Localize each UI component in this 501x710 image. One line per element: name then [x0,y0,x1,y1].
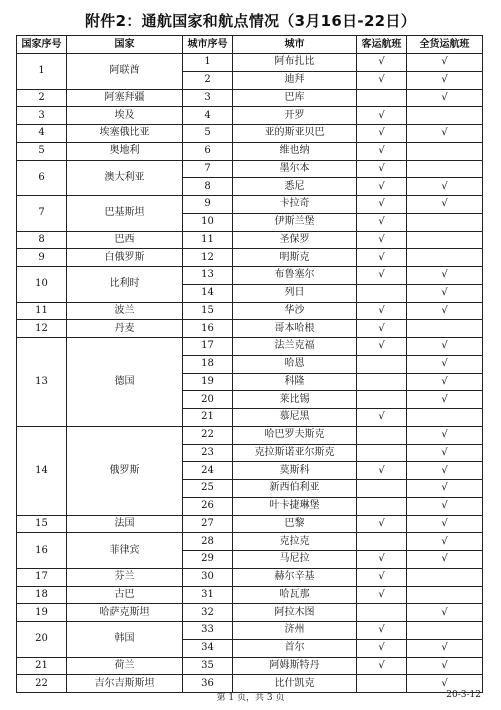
cargo-flight-cell: √ [407,675,483,693]
table-row [17,196,483,214]
footer-date: 20-3-12 [446,690,481,700]
city-name-cell: 巴库 [233,89,357,107]
city-number-cell: 14 [183,284,233,302]
city-name-cell: 新西伯利亚 [233,480,357,498]
header-city-no: 城市序号 [183,36,233,54]
country-number-cell: 5 [17,142,67,160]
passenger-flight-cell [357,89,407,107]
cargo-flight-cell: √ [407,54,483,72]
passenger-flight-cell: √ [357,568,407,586]
passenger-flight-cell: √ [357,586,407,604]
country-number-cell: 13 [17,338,67,427]
passenger-flight-cell: √ [357,231,407,249]
city-number-cell: 12 [183,249,233,267]
country-name-cell: 吉尔吉斯斯坦 [67,675,183,693]
table-row [17,302,483,320]
passenger-flight-cell: √ [357,639,407,657]
table-row [17,142,483,160]
city-number-cell: 22 [183,426,233,444]
country-number-cell: 2 [17,89,67,107]
cargo-flight-cell: √ [407,373,483,391]
city-name-cell: 莱比锡 [233,391,357,409]
passenger-flight-cell: √ [357,107,407,125]
city-number-cell: 15 [183,302,233,320]
country-number-cell: 6 [17,160,67,196]
country-number-cell: 11 [17,302,67,320]
cargo-flight-cell: √ [407,338,483,356]
city-number-cell: 6 [183,142,233,160]
country-number-cell: 3 [17,107,67,125]
country-number-cell: 22 [17,675,67,693]
country-number-cell: 14 [17,426,67,515]
cargo-flight-cell: √ [407,355,483,373]
passenger-flight-cell: √ [357,54,407,72]
cargo-flight-cell [407,586,483,604]
passenger-flight-cell: √ [357,249,407,267]
city-number-cell: 30 [183,568,233,586]
table-header-row [17,36,483,54]
city-number-cell: 10 [183,213,233,231]
country-name-cell: 韩国 [67,622,183,658]
cargo-flight-cell: √ [407,533,483,551]
city-number-cell: 4 [183,107,233,125]
header-country: 国家 [67,36,183,54]
cargo-flight-cell: √ [407,480,483,498]
city-name-cell: 华沙 [233,302,357,320]
country-name-cell: 俄罗斯 [67,426,183,515]
city-number-cell: 17 [183,338,233,356]
city-number-cell: 36 [183,675,233,693]
table-row [17,320,483,338]
table-row [17,568,483,586]
cargo-flight-cell: √ [407,178,483,196]
table-row [17,604,483,622]
country-number-cell: 16 [17,533,67,569]
city-name-cell: 阿布扎比 [233,54,357,72]
passenger-flight-cell: √ [357,302,407,320]
cargo-flight-cell: √ [407,89,483,107]
city-name-cell: 布鲁塞尔 [233,267,357,285]
city-name-cell: 科隆 [233,373,357,391]
city-name-cell: 圣保罗 [233,231,357,249]
cargo-flight-cell: √ [407,462,483,480]
city-name-cell: 维也纳 [233,142,357,160]
city-number-cell: 24 [183,462,233,480]
city-name-cell: 赫尔辛基 [233,568,357,586]
city-number-cell: 7 [183,160,233,178]
cargo-flight-cell [407,249,483,267]
city-name-cell: 慕尼黑 [233,409,357,427]
passenger-flight-cell: √ [357,142,407,160]
city-name-cell: 马尼拉 [233,551,357,569]
passenger-flight-cell: √ [357,320,407,338]
country-name-cell: 波兰 [67,302,183,320]
header-city: 城市 [233,36,357,54]
city-name-cell: 列日 [233,284,357,302]
city-name-cell: 伊斯兰堡 [233,213,357,231]
cargo-flight-cell: √ [407,444,483,462]
cargo-flight-cell [407,409,483,427]
cargo-flight-cell: √ [407,639,483,657]
city-number-cell: 27 [183,515,233,533]
country-number-cell: 20 [17,622,67,658]
country-number-cell: 9 [17,249,67,267]
cargo-flight-cell [407,231,483,249]
city-name-cell: 哈巴罗夫斯克 [233,426,357,444]
passenger-flight-cell [357,284,407,302]
city-number-cell: 32 [183,604,233,622]
cargo-flight-cell: √ [407,657,483,675]
city-name-cell: 比什凯克 [233,675,357,693]
cargo-flight-cell [407,568,483,586]
passenger-flight-cell [357,444,407,462]
country-name-cell: 澳大利亚 [67,160,183,196]
table-row [17,657,483,675]
flights-table [16,35,483,693]
table-row [17,54,483,72]
table-body [17,54,483,693]
country-number-cell: 1 [17,54,67,90]
country-number-cell: 19 [17,604,67,622]
city-name-cell: 墨尔本 [233,160,357,178]
table-row [17,125,483,143]
table-row [17,622,483,640]
passenger-flight-cell [357,391,407,409]
table-row [17,426,483,444]
country-name-cell: 埃及 [67,107,183,125]
city-name-cell: 济州 [233,622,357,640]
city-number-cell: 1 [183,54,233,72]
city-number-cell: 18 [183,355,233,373]
table-row [17,338,483,356]
country-name-cell: 哈萨克斯坦 [67,604,183,622]
passenger-flight-cell [357,497,407,515]
country-number-cell: 12 [17,320,67,338]
table-row [17,515,483,533]
city-number-cell: 35 [183,657,233,675]
passenger-flight-cell: √ [357,71,407,89]
city-number-cell: 29 [183,551,233,569]
cargo-flight-cell: √ [407,196,483,214]
passenger-flight-cell [357,604,407,622]
passenger-flight-cell: √ [357,125,407,143]
country-name-cell: 阿塞拜疆 [67,89,183,107]
passenger-flight-cell [357,533,407,551]
cargo-flight-cell: √ [407,267,483,285]
country-number-cell: 17 [17,568,67,586]
page-footer: 第 1 页，共 3 页 [216,693,285,703]
city-number-cell: 33 [183,622,233,640]
table-row [17,89,483,107]
city-number-cell: 26 [183,497,233,515]
city-number-cell: 13 [183,267,233,285]
city-number-cell: 3 [183,89,233,107]
city-name-cell: 叶卡捷琳堡 [233,497,357,515]
cargo-flight-cell [407,107,483,125]
country-name-cell: 芬兰 [67,568,183,586]
country-name-cell: 巴基斯坦 [67,196,183,232]
passenger-flight-cell: √ [357,657,407,675]
cargo-flight-cell: √ [407,284,483,302]
city-number-cell: 21 [183,409,233,427]
cargo-flight-cell: √ [407,497,483,515]
country-name-cell: 德国 [67,338,183,427]
passenger-flight-cell: √ [357,515,407,533]
cargo-flight-cell: √ [407,551,483,569]
passenger-flight-cell: √ [357,213,407,231]
city-name-cell: 阿姆斯特丹 [233,657,357,675]
table-row [17,160,483,178]
cargo-flight-cell: √ [407,71,483,89]
country-name-cell: 菲律宾 [67,533,183,569]
header-passenger-flights: 客运航班 [357,36,407,54]
country-number-cell: 8 [17,231,67,249]
city-name-cell: 哈瓦那 [233,586,357,604]
country-name-cell: 荷兰 [67,657,183,675]
country-number-cell: 21 [17,657,67,675]
header-country-no: 国家序号 [17,36,67,54]
cargo-flight-cell: √ [407,302,483,320]
country-name-cell: 阿联酋 [67,54,183,90]
cargo-flight-cell: √ [407,515,483,533]
city-number-cell: 25 [183,480,233,498]
passenger-flight-cell: √ [357,178,407,196]
country-name-cell: 埃塞俄比亚 [67,125,183,143]
table-row [17,231,483,249]
table-row [17,249,483,267]
city-number-cell: 19 [183,373,233,391]
city-name-cell: 巴黎 [233,515,357,533]
table-row [17,107,483,125]
country-name-cell: 白俄罗斯 [67,249,183,267]
city-number-cell: 34 [183,639,233,657]
passenger-flight-cell: √ [357,267,407,285]
passenger-flight-cell [357,355,407,373]
cargo-flight-cell [407,213,483,231]
city-number-cell: 11 [183,231,233,249]
city-name-cell: 首尔 [233,639,357,657]
cargo-flight-cell [407,622,483,640]
country-number-cell: 18 [17,586,67,604]
city-name-cell: 克拉克 [233,533,357,551]
passenger-flight-cell: √ [357,622,407,640]
cargo-flight-cell [407,320,483,338]
city-name-cell: 莫斯科 [233,462,357,480]
city-name-cell: 亚的斯亚贝巴 [233,125,357,143]
country-name-cell: 法国 [67,515,183,533]
city-name-cell: 哈恩 [233,355,357,373]
country-name-cell: 丹麦 [67,320,183,338]
cargo-flight-cell: √ [407,391,483,409]
passenger-flight-cell: √ [357,462,407,480]
city-name-cell: 开罗 [233,107,357,125]
cargo-flight-cell: √ [407,426,483,444]
city-name-cell: 悉尼 [233,178,357,196]
passenger-flight-cell [357,373,407,391]
passenger-flight-cell: √ [357,551,407,569]
city-number-cell: 5 [183,125,233,143]
city-number-cell: 2 [183,71,233,89]
passenger-flight-cell [357,480,407,498]
passenger-flight-cell: √ [357,338,407,356]
country-name-cell: 巴西 [67,231,183,249]
country-number-cell: 7 [17,196,67,232]
city-number-cell: 28 [183,533,233,551]
city-name-cell: 明斯克 [233,249,357,267]
passenger-flight-cell: √ [357,409,407,427]
country-number-cell: 10 [17,267,67,303]
cargo-flight-cell: √ [407,604,483,622]
city-name-cell: 阿拉木图 [233,604,357,622]
passenger-flight-cell: √ [357,196,407,214]
city-name-cell: 法兰克福 [233,338,357,356]
city-name-cell: 迪拜 [233,71,357,89]
country-name-cell: 奥地利 [67,142,183,160]
cargo-flight-cell: √ [407,125,483,143]
document-title: 附件2：通航国家和航点情况（3月16日-22日） [84,12,417,30]
city-number-cell: 23 [183,444,233,462]
cargo-flight-cell [407,142,483,160]
header-cargo-flights: 全货运航班 [407,36,483,54]
city-name-cell: 哥本哈根 [233,320,357,338]
city-name-cell: 卡拉奇 [233,196,357,214]
country-name-cell: 古巴 [67,586,183,604]
passenger-flight-cell: √ [357,160,407,178]
cargo-flight-cell [407,160,483,178]
country-number-cell: 4 [17,125,67,143]
table-row [17,586,483,604]
city-name-cell: 克拉斯诺亚尔斯克 [233,444,357,462]
city-number-cell: 9 [183,196,233,214]
city-number-cell: 31 [183,586,233,604]
country-name-cell: 比利时 [67,267,183,303]
city-number-cell: 16 [183,320,233,338]
table-row [17,533,483,551]
city-number-cell: 20 [183,391,233,409]
city-number-cell: 8 [183,178,233,196]
country-number-cell: 15 [17,515,67,533]
table-row [17,267,483,285]
passenger-flight-cell [357,426,407,444]
